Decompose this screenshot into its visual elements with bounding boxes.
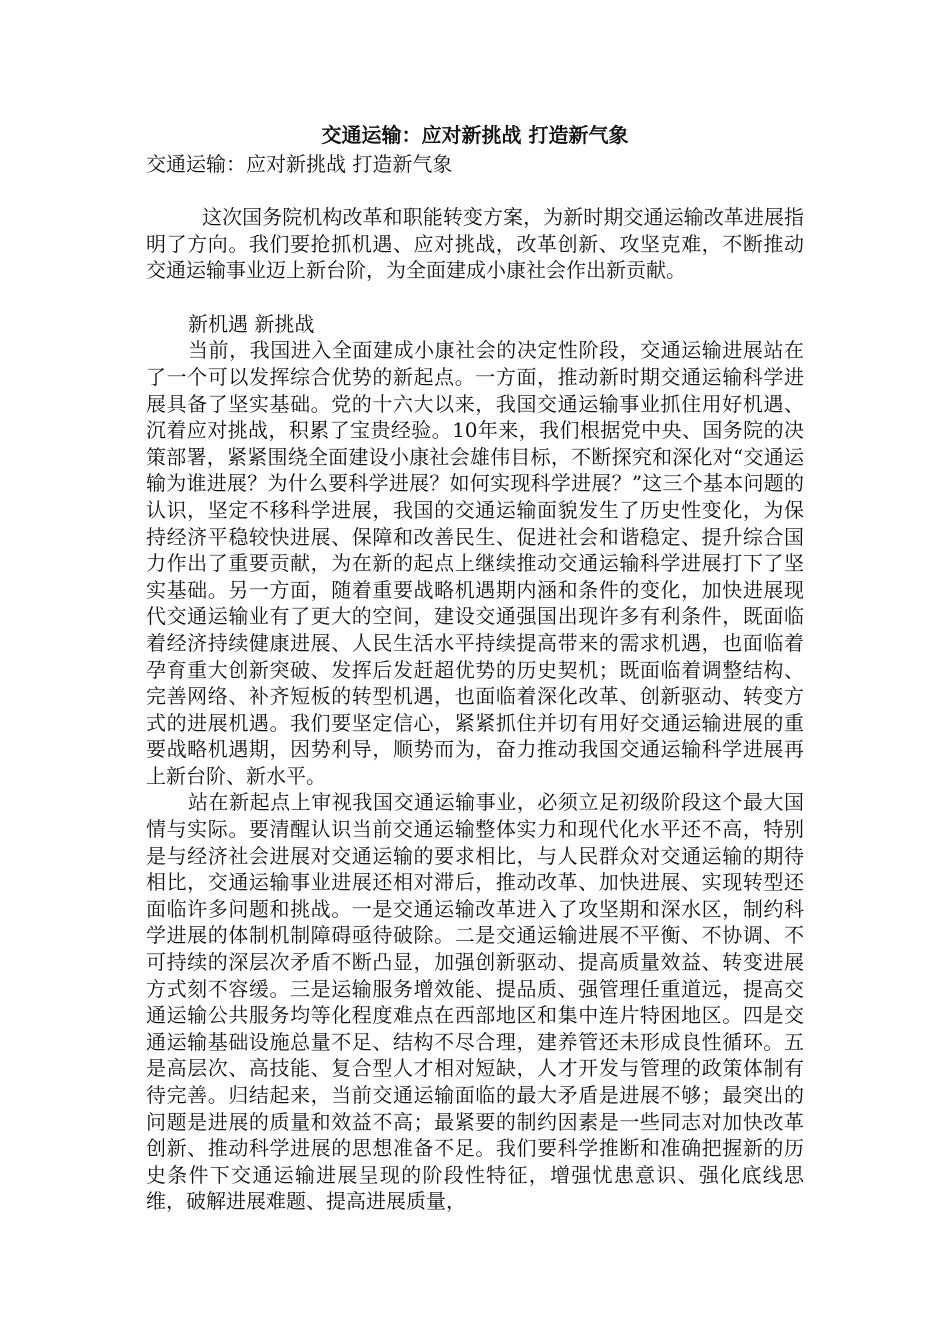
blank-line <box>146 177 804 204</box>
intro-paragraph: 这次国务院机构改革和职能转变方案，为新时期交通运输改革进展指明了方向。我们要抢抓机遇、应对挑战，改革创新、攻坚克难，不断推动交通运输事业迈上新台阶，为全面建成小康社会作出新贡献。 <box>146 205 804 283</box>
document-page <box>146 120 804 1215</box>
document-subtitle: 交通运输：应对新挑战 打造新气象 <box>146 152 453 176</box>
blank-line <box>146 284 804 311</box>
document-title: 交通运输：应对新挑战 打造新气象 <box>321 123 629 147</box>
body-paragraph-1: 当前，我国进入全面建成小康社会的决定性阶段，交通运输进展站在了一个可以发挥综合优势的新起点。一方面，推动新时期交通运输科学进展具备了坚实基础。党的十六大以来，我国交通运输事业抓住用好机遇、沉着应对挑战，积累了宝贵经验。10年来，我们根据党中央、国务院的决策部署，紧紧围绕全面建设小康社会雄伟目标，不断探究和深化对“交通运输为谁进展？为什么要科学进展？如何实现科学进展？”这三个基本问题的认识，坚定不移科学进展，我国的交通运输面貌发生了历史性变化，为保持经济平稳较快进展、保障和改善民生、促进社会和谐稳定、提升综合国力作出了重要贡献，为在新的起点上继续推动交通运输科学进展打下了坚实基础。另一方面，随着重要战略机遇期内涵和条件的变化，加快进展现代交通运输业有了更大的空间，建设交通强国出现许多有利条件，既面临着经济持续健康进展、人民生活水平持续提高带来的需求机遇，也面临着孕育重大创新突破、发挥后发赶超优势的历史契机；既面临着调整结构、完善网络、补齐短板的转型机遇，也面临着深化改革、创新驱动、转变方式的进展机遇。我们要坚定信心，紧紧抓住并切有用好交通运输进展的重要战略机遇期，因势利导，顺势而为，奋力推动我国交通运输科学进展再上新台阶、新水平。 <box>146 338 804 788</box>
body-paragraph-2: 站在新起点上审视我国交通运输事业，必须立足初级阶段这个最大国情与实际。要清醒认识当前交通运输整体实力和现代化水平还不高，特别是与经济社会进展对交通运输的要求相比，与人民群众对交通运输的期待相比，交通运输事业进展还相对滞后，推动改革、加快进展、实现转型还面临许多问题和挑战。一是交通运输改革进入了攻坚期和深水区，制约科学进展的体制机制障碍亟待破除。二是交通运输进展不平衡、不协调、不可持续的深层次矛盾不断凸显，加强创新驱动、提高质量效益、转变进展方式刻不容缓。三是运输服务增效能、提品质、强管理任重道远，提高交通运输公共服务均等化程度难点在西部地区和集中连片特困地区。四是交通运输基础设施总量不足、结构不尽合理，建养管还未形成良性循环。五是高层次、高技能、复合型人才相对短缺，人才开发与管理的政策体制有待完善。归结起来，当前交通运输面临的最大矛盾是进展不够；最突出的问题是进展的质量和效益不高；最紧要的制约因素是一些同志对加快改革创新、推动科学进展的思想准备不足。我们要科学推断和准确把握新的历史条件下交通运输进展呈现的阶段性特征，增强忧患意识、强化底线思维，破解进展难题、提高进展质量， <box>146 790 804 1214</box>
section-heading: 新机遇 新挑战 <box>188 311 315 336</box>
